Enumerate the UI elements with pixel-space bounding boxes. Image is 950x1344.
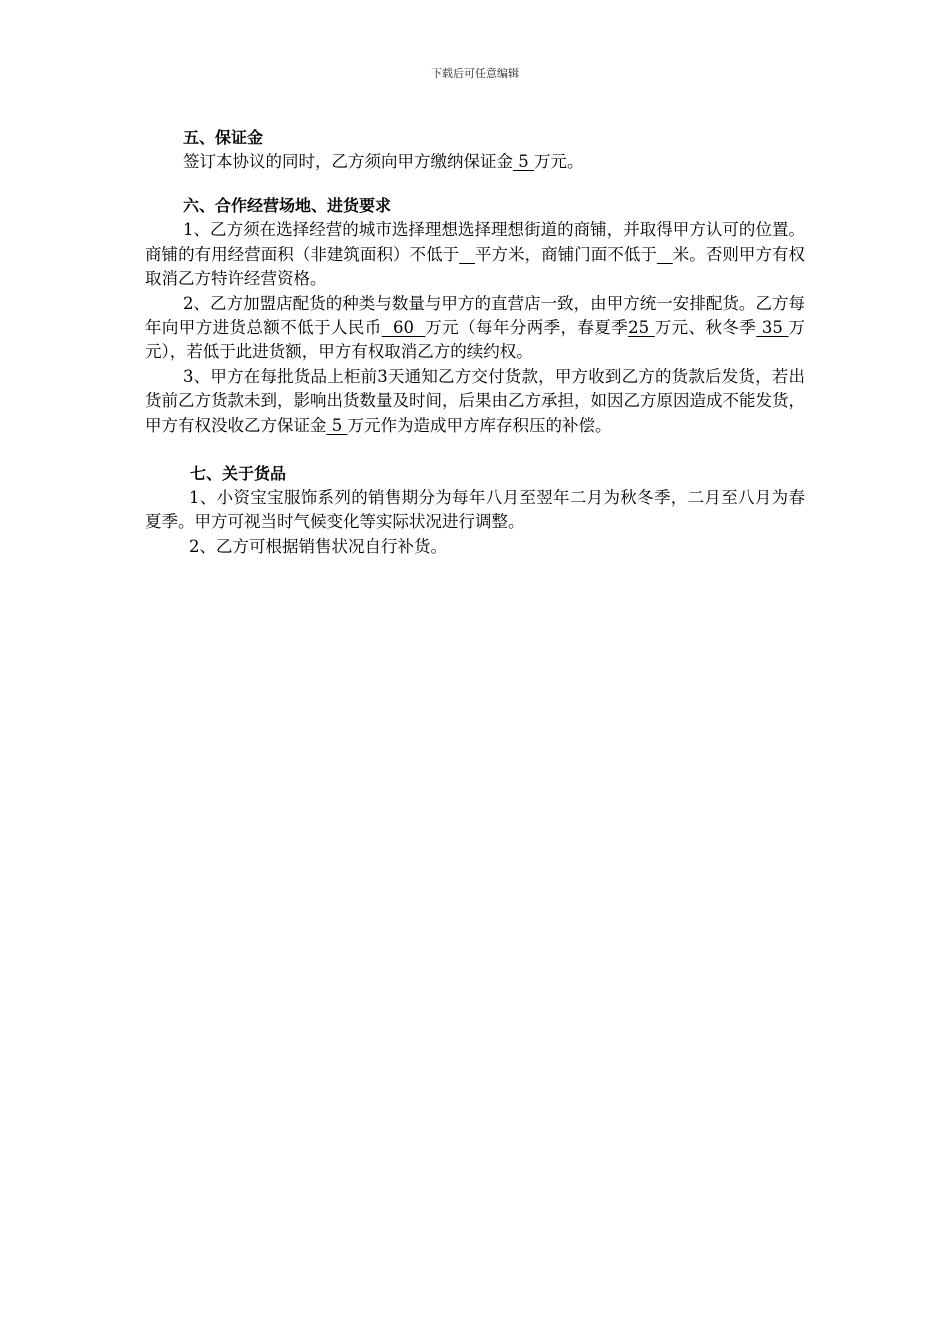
filled-blank-deposit-amount: 5 [513,152,534,171]
section-heading-venue-purchase: 六、合作经营场地、进货要求 [183,196,392,216]
text-run: 2、乙方加盟店配货的种类与数量与甲方的直营店一致，由甲方统一安排配货。乙方每年向甲方进货总额不低于人民币 [145,293,805,338]
text-run: 万元（每年分两季，春夏季 [425,318,629,338]
filled-blank-spring-summer: 25 [628,318,655,338]
filled-blank-annual-total: 60 [381,318,426,338]
filled-blank-forfeit-deposit: 5 [326,415,348,435]
blank-frontage-m [657,245,673,264]
text-run: 万元。 [534,152,584,171]
venue-paragraph-2 [145,292,805,365]
text-run: 签订本协议的同时，乙方须向甲方缴纳保证金 [183,152,513,171]
text-run: 米。否则甲方有权取消乙方特许经营资格。 [145,244,805,289]
blank-area-sqm [459,245,475,264]
document-body [145,126,805,559]
goods-paragraph-1: 1、小资宝宝服饰系列的销售期分为每年八月至翌年二月为秋冬季，二月至八月为春夏季。甲方可视当时气候变化等实际状况进行调整。 [145,488,805,532]
venue-paragraph-3 [145,365,805,438]
text-run: 万元、秋冬季 [654,318,757,338]
text-run: 万元），若低于此进货额，甲方有权取消乙方的续约权。 [145,318,806,362]
section-heading-goods: 七、关于货品 [190,464,287,484]
goods-paragraph-2: 2、乙方可根据销售状况自行补货。 [189,536,447,556]
text-run: 万元作为造成甲方库存积压的补偿。 [347,415,612,435]
section-heading-deposit: 五、保证金 [183,128,264,147]
text-run: 1、乙方须在选择经营的城市选择理想选择理想街道的商铺，并取得甲方认可的位置。商铺的有用经营面积（非建筑面积）不低于 [145,220,805,264]
filled-blank-autumn-winter: 35 [756,318,789,338]
deposit-paragraph [145,150,805,174]
text-run: 3、甲方在每批货品上柜前3天通知乙方交付货款，甲方收到乙方的货款后发货，若出货前乙方货款未到，影响出货数量及时间，后果由乙方承担，如因乙方原因造成不能发货，甲方有权没收乙方保证金 [145,366,805,435]
page-header: 下载后可任意编辑 [431,67,519,80]
venue-paragraph-1 [145,218,805,291]
text-run: 平方米，商铺门面不低于 [475,244,657,264]
